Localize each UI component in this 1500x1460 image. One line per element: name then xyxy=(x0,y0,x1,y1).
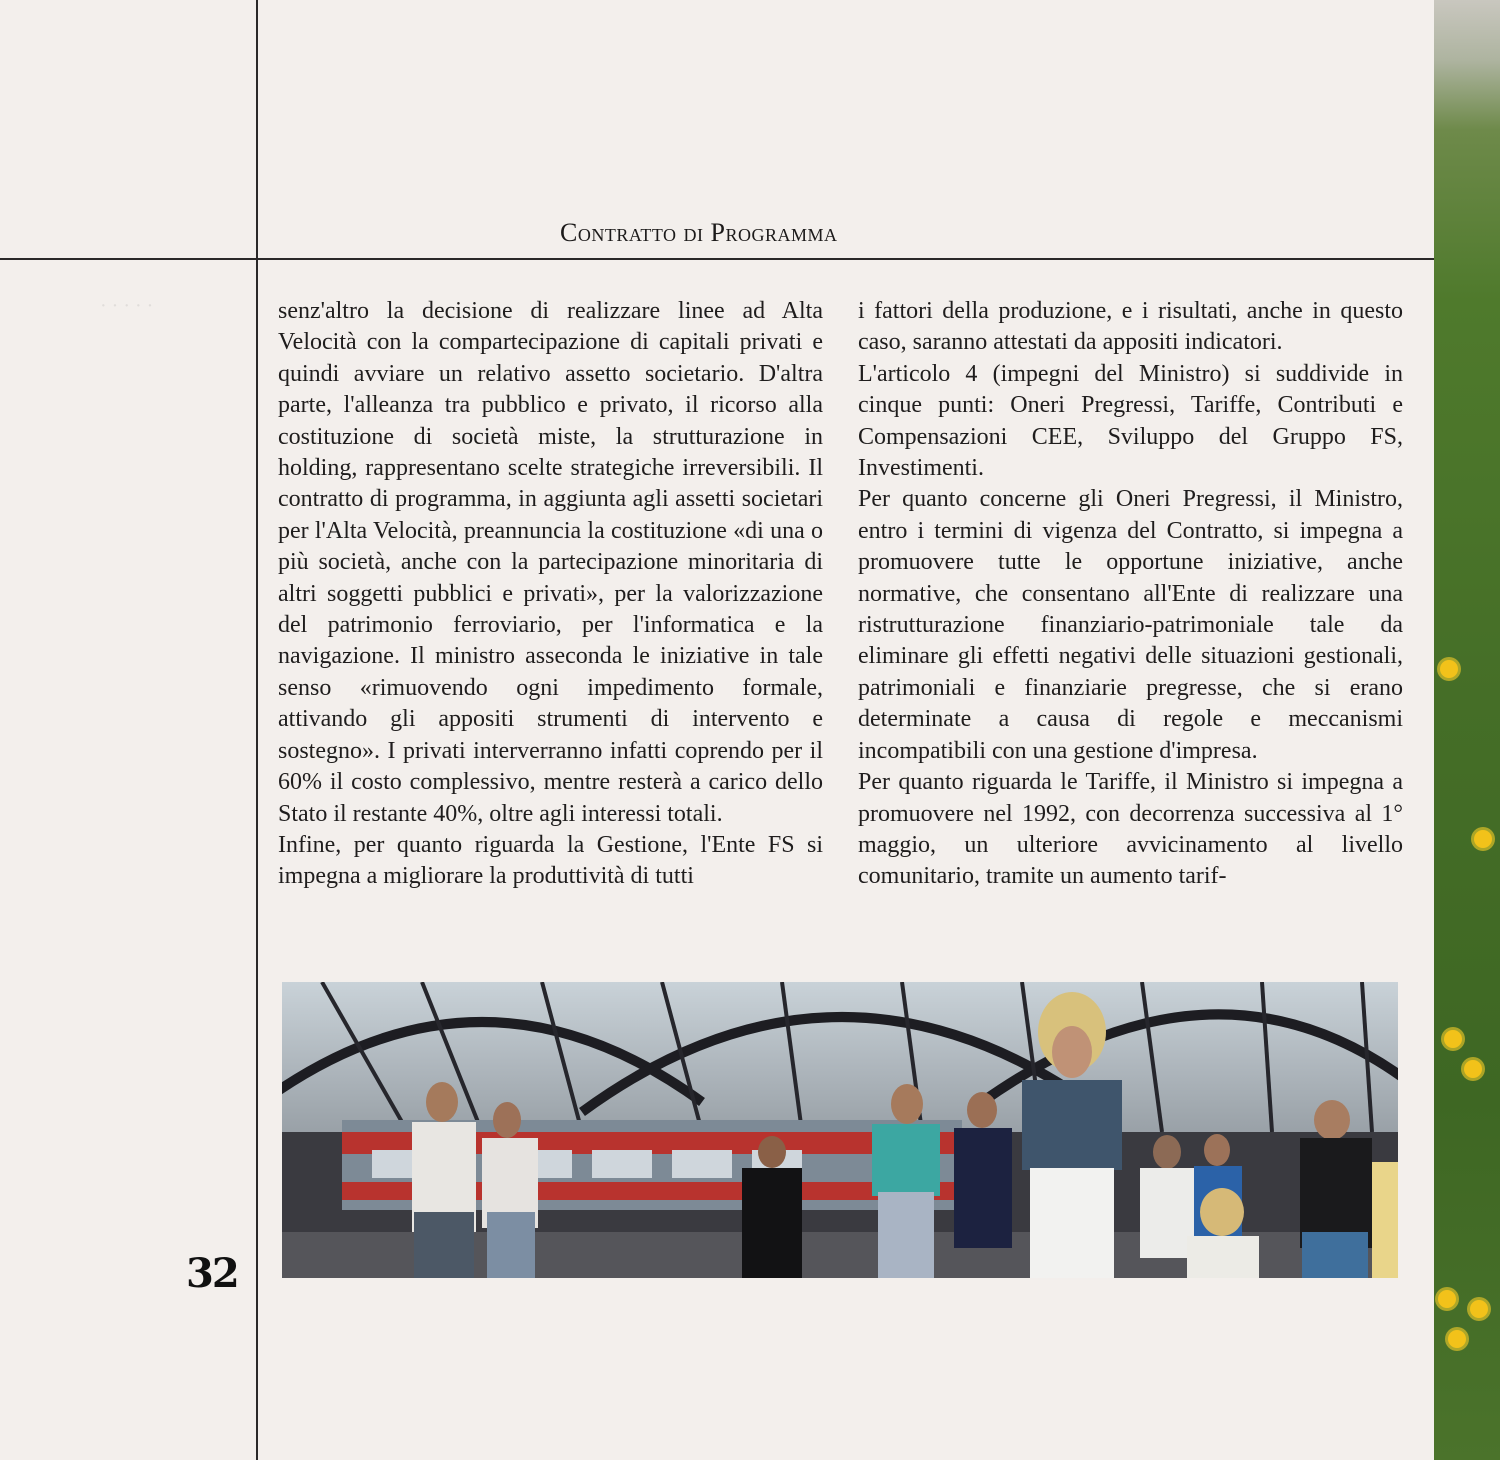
grass-strip xyxy=(1434,0,1500,1460)
paragraph: L'articolo 4 (impegni del Ministro) si suddivide in cinque punti: Oneri Pregressi, Tariffe, Contributi e Compensazioni CEE, Sviluppo del Gruppo FS, Investimenti. xyxy=(858,360,1403,482)
station-photo xyxy=(282,982,1398,1278)
dandelion xyxy=(1448,1330,1466,1348)
station-photo-illustration xyxy=(282,982,1398,1278)
dandelion xyxy=(1474,830,1492,848)
page-title: Contratto di Programma xyxy=(560,218,838,247)
dandelion xyxy=(1440,660,1458,678)
dandelion xyxy=(1444,1030,1462,1048)
bleed-through-text: · · · · · xyxy=(100,295,154,317)
text-column-left xyxy=(278,296,823,893)
paragraph: Per quanto concerne gli Oneri Pregressi, il Ministro, entro i termini di vigenza del Contratto, si impegna a promuovere tutte le opportune iniziative, anche normative, che consentano all'Ente di realizzare una ristrutturazione finanziario-patrimoniale tale da eliminare gli effetti negativi delle situazioni gestionali, patrimoniali e finanziarie pregresse, che si erano determinate a causa di regole e meccanismi incompatibili con una gestione d'impresa. xyxy=(858,486,1403,764)
paragraph: i fattori della produzione, e i risultati, anche in questo caso, saranno attestati da appositi indicatori. xyxy=(858,298,1403,356)
vertical-rule xyxy=(256,0,258,1460)
text-column-right xyxy=(858,296,1403,893)
dandelion xyxy=(1464,1060,1482,1078)
page-number: 32 xyxy=(186,1250,238,1297)
paragraph: Per quanto riguarda le Tariffe, il Ministro si impegna a promuovere nel 1992, con decorrenza successiva al 1° maggio, un ulteriore avvicinamento al livello comunitario, tramite un aumento tarif- xyxy=(858,769,1403,890)
paragraph: Infine, per quanto riguarda la Gestione, l'Ente FS si impegna a migliorare la produttività di tutti xyxy=(278,831,823,890)
horizontal-rule xyxy=(0,258,1434,260)
dandelion xyxy=(1438,1290,1456,1308)
paragraph: senz'altro la decisione di realizzare linee ad Alta Velocità con la compartecipazione di capitali privati e quindi avviare un relativo assetto societario. D'altra parte, l'alleanza tra pubblico e privato, il ricorso alla costituzione di società miste, la strutturazione in holding, rappresentano scelte strategiche irreversibili. Il contratto di programma, in aggiunta agli assetti societari per l'Alta Velocità, preannuncia la costituzione «di una o più società, anche con la partecipazione minoritaria di altri soggetti pubblici e privati», per la valorizzazione del patrimonio ferroviario, per l'informatica e la navigazione. Il ministro asseconda le iniziative in tale senso «rimuovendo ogni impedimento formale, attivando gli appositi strumenti di intervento e sostegno». I privati interverranno infatti coprendo per il 60% il costo complessivo, mentre resterà a carico dello Stato il restante 40%, oltre agli interessi totali. xyxy=(278,298,823,827)
dandelion xyxy=(1470,1300,1488,1318)
